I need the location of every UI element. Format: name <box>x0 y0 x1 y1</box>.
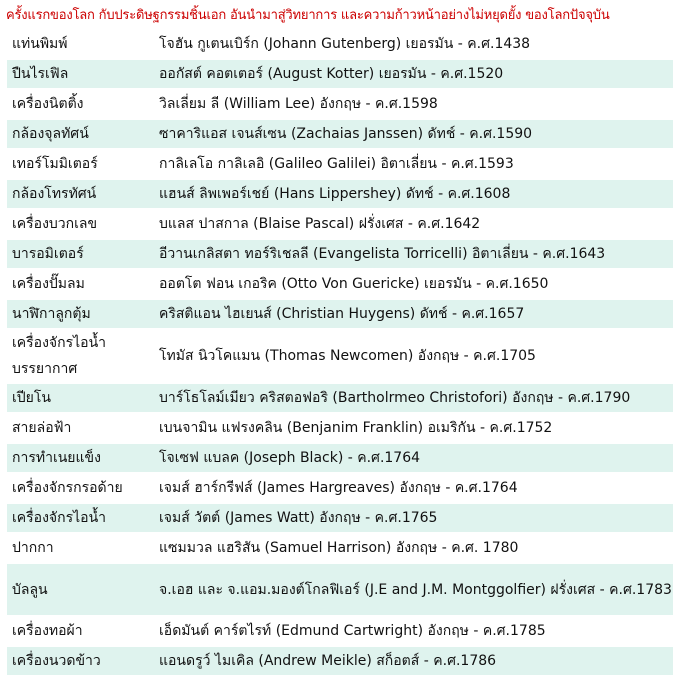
invention-name: เครื่องจักรไอน้ำบรรยากาศ <box>12 335 106 377</box>
inventor-detail: เอ็ดมันต์ คาร์ตไรท์ (Edmund Cartwright) อังกฤษ - ค.ศ.1785 <box>159 623 546 639</box>
page-heading: ครั้งแรกของโลก กับประดิษฐกรรมชิ้นเอก อันนำมาสู่วิทยาการ และความก้าวหน้าอย่างไม่หยุดยั้ง ของโลกปัจจุบัน <box>6 8 610 23</box>
inventor-detail: โทมัส นิวโคแมน (Thomas Newcomen) อังกฤษ - ค.ศ.1705 <box>159 348 536 364</box>
inventor-detail: ซาคาริแอส เจนส์เซน (Zachaias Janssen) ดัทช์ - ค.ศ.1590 <box>153 120 673 148</box>
table-row <box>7 534 673 562</box>
invention-name: เครื่องนวดข้าว <box>7 647 153 675</box>
invention-name: เครื่องจักรกรอด้าย <box>12 480 123 496</box>
invention-name: เครื่องบวกเลข <box>12 216 98 232</box>
table-row <box>7 647 673 675</box>
table-row <box>7 414 673 442</box>
table-row <box>7 60 673 88</box>
invention-name: เครื่องปั๊มลม <box>12 276 85 292</box>
table-row <box>7 617 673 645</box>
invention-name: กล้องจุลทัศน์ <box>7 120 153 148</box>
invention-name: สายล่อฟ้า <box>12 420 72 436</box>
table-row <box>7 384 673 412</box>
table-row <box>7 240 673 268</box>
table-row <box>7 474 673 502</box>
inventor-detail: แฮนส์ ลิพเพอร์เชย์ (Hans Lippershey) ดัทช์ - ค.ศ.1608 <box>153 180 673 208</box>
table-row <box>7 330 673 382</box>
inventor-detail: ออตโต ฟอน เกอริค (Otto Von Guericke) เยอรมัน - ค.ศ.1650 <box>159 276 549 292</box>
invention-name: เครื่องทอผ้า <box>12 623 83 639</box>
inventor-detail: แซมมวล แฮริสัน (Samuel Harrison) อังกฤษ - ค.ศ. 1780 <box>159 540 519 556</box>
table-row <box>7 270 673 298</box>
table-row <box>7 30 673 58</box>
inventor-detail: คริสติแอน ไฮเยนส์ (Christian Huygens) ดัทช์ - ค.ศ.1657 <box>153 300 673 328</box>
inventor-detail: กาลิเลโอ กาลิเลอิ (Galileo Galilei) อิตาเลี่ยน - ค.ศ.1593 <box>159 156 514 172</box>
invention-name: นาฬิกาลูกตุ้ม <box>7 300 153 328</box>
inventor-detail: เจมส์ ฮาร์กรีฟส์ (James Hargreaves) อังกฤษ - ค.ศ.1764 <box>159 480 518 496</box>
invention-name: บัลลูน <box>7 564 153 615</box>
inventor-detail: บาร์โธโลม์เมียว คริสตอฟอริ (Bartholrmeo Christofori) อังกฤษ - ค.ศ.1790 <box>153 384 673 412</box>
invention-name: เทอร์โมมิเตอร์ <box>12 156 98 172</box>
invention-name: กล้องโทรทัศน์ <box>7 180 153 208</box>
inventor-detail: เบนจามิน แฟรงคลิน (Benjanim Franklin) อเมริกัน - ค.ศ.1752 <box>159 420 553 436</box>
inventions-table <box>7 28 673 677</box>
invention-name: ปืนไรเฟิล <box>7 60 153 88</box>
invention-name: เปียโน <box>7 384 153 412</box>
table-row <box>7 300 673 328</box>
table-row <box>7 564 673 615</box>
invention-name: แท่นพิมพ์ <box>12 36 68 52</box>
table-row <box>7 120 673 148</box>
table-row <box>7 210 673 238</box>
inventor-detail: บแลส ปาสกาล (Blaise Pascal) ฝรั่งเศส - ค.ศ.1642 <box>159 216 481 232</box>
invention-name: ปากกา <box>12 540 54 556</box>
inventor-detail: อีวานเกลิสตา ทอร์ริเชลลี (Evangelista Torricelli) อิตาเลี่ยน - ค.ศ.1643 <box>153 240 673 268</box>
table-row <box>7 90 673 118</box>
invention-name: บารอมิเตอร์ <box>7 240 153 268</box>
inventor-detail: จ.เอฮ และ จ.แอม.มองต์โกลฟิเอร์ (J.E and J.M. Montggolfier) ฝรั่งเศส - ค.ศ.1783 <box>153 564 673 615</box>
invention-name: การทำเนยแข็ง <box>7 444 153 472</box>
inventor-detail: โจฮัน กูเตนเบิร์ก (Johann Gutenberg) เยอรมัน - ค.ศ.1438 <box>159 36 531 52</box>
table-row <box>7 150 673 178</box>
inventor-detail: โจเซฟ แบลค (Joseph Black) - ค.ศ.1764 <box>153 444 673 472</box>
invention-name: เครื่องนิตติ้ง <box>12 96 84 112</box>
table-row <box>7 180 673 208</box>
inventor-detail: วิลเลี่ยม ลี (William Lee) อังกฤษ - ค.ศ.1598 <box>159 96 438 112</box>
inventor-detail: แอนดรูว์ ไมเคิล (Andrew Meikle) สก็อตส์ - ค.ศ.1786 <box>153 647 673 675</box>
inventor-detail: ออกัสต์ คอตเตอร์ (August Kotter) เยอรมัน - ค.ศ.1520 <box>153 60 673 88</box>
invention-name: เครื่องจักรไอน้ำ <box>7 504 153 532</box>
inventor-detail: เจมส์ วัตต์ (James Watt) อังกฤษ - ค.ศ.1765 <box>153 504 673 532</box>
table-row <box>7 504 673 532</box>
table-row <box>7 444 673 472</box>
